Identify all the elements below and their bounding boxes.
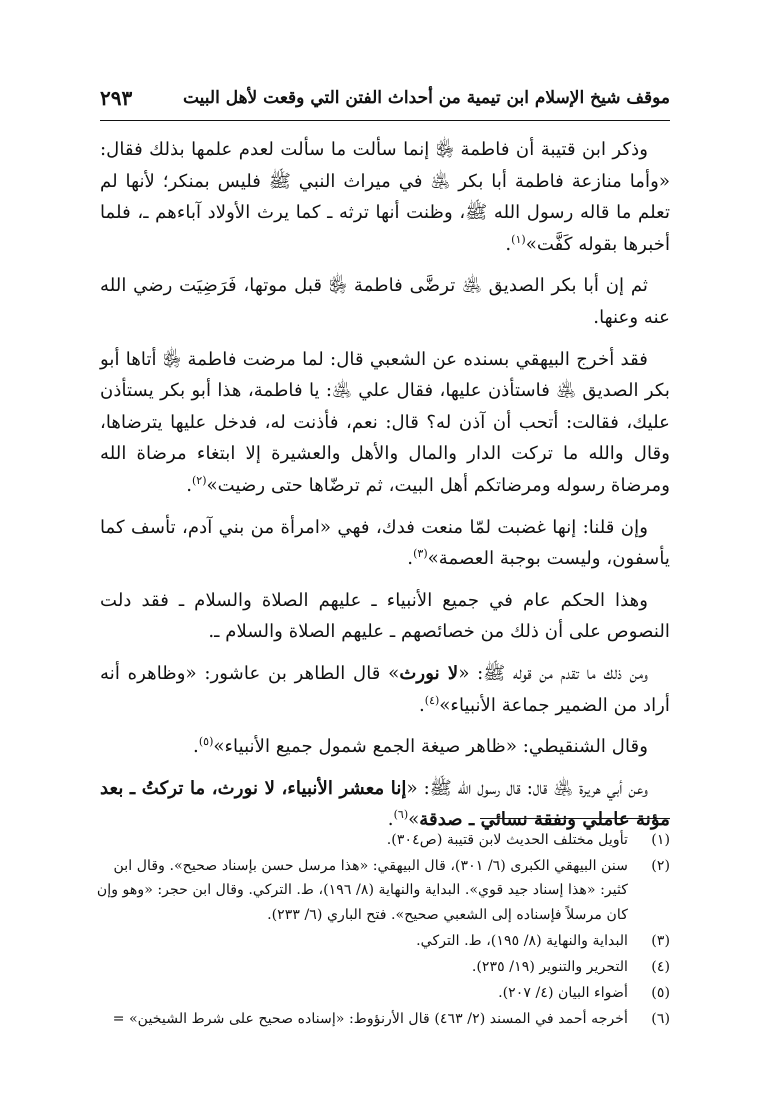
footnote-marker: (٤): [424, 693, 440, 707]
paragraph: [100, 658, 670, 721]
text-run: وهذا الحكم عام في جميع الأنبياء ـ عليهم الصلاة والسلام ـ فقد دلت النصوص على أن ذلك من خصائصهم ـ عليهم الصلاة والسلام ـ.: [100, 589, 670, 643]
paragraph: [100, 585, 670, 648]
footnote-number: (٦): [651, 1011, 670, 1028]
footnote-text: سنن البيهقي الكبرى (٦/ ٣٠١)، قال البيهقي: «هذا مرسل حسن بإسناد صحيح». وقال ابن كثير: «هذا إسناد جيد قوي». البداية والنهاية (٨/ ١٩٦)، ط. التركي. وقال ابن حجر: «وهو وإن كان مرسلاً فإسناده إلى الشعبي صحيح». فتح الباري (٦/ ٢٣٣).: [96, 858, 628, 923]
hadith-quote: إنا معشر الأنبياء، لا نورث، ما تركتُ ـ بعد مؤنة عاملي ونفقة نسائي ـ صدقة: [100, 777, 670, 831]
footnote: [92, 929, 670, 953]
paragraph: [100, 344, 670, 502]
footnote-marker: (٦): [393, 808, 409, 822]
text-run: .: [186, 474, 192, 496]
text-run: فقد أخرج البيهقي بسنده عن الشعبي قال: لما مرضت فاطمة ﵂ أتاها أبو بكر الصديق ﵁ فاستأذن عليها، فقال علي ﵁: يا فاطمة، هذا أبو بكر يستأذن عليك، فقالت: أتحب أن آذن له؟ قال: نعم، فأذنت له، فدخل عليها يترضاها، وقال والله ما تركت الدار والمال والأهل والعشيرة إلا ابتغاء مرضاة الله ومرضاة رسوله ومرضاتكم أهل البيت، ثم ترضّاها حتى رضيت»: [100, 348, 670, 496]
paragraph: [100, 134, 670, 260]
footnote-text: تأويل مختلف الحديث لابن قتيبة (ص٣٠٤).: [386, 832, 628, 848]
footnote-separator: [480, 818, 670, 819]
text-run: .: [505, 233, 512, 255]
text-run: ومن ذلك ما تقدم من قوله ﷺ: «: [458, 662, 648, 684]
footnote: [92, 955, 670, 979]
footnote-marker: (٥): [198, 735, 214, 749]
text-run: .: [418, 694, 425, 716]
text-run: وإن قلنا: إنها غضبت لمّا منعت فدك، فهي «امرأة من بني آدم، تأسف كما يأسفون، وليست بوجبة العصمة»: [100, 516, 670, 570]
text-run: وعن أبي هريرة ﵁ قال: قال رسول الله ﷺ: «: [406, 777, 648, 799]
text-run: .: [387, 809, 394, 831]
page-header: [100, 86, 670, 121]
text-run: ثم إن أبا بكر الصديق ﵁ ترضَّى فاطمة ﵂ قبل موتها، فَرَضِيَت رضي الله عنه وعنها.: [100, 275, 670, 328]
text-run: وقال الشنقيطي: «ظاهر صيغة الجمع شمول جميع الأنبياء»: [213, 736, 648, 758]
footnote-text: أضواء البيان (٤/ ٢٠٧).: [498, 985, 628, 1002]
footnote: [92, 981, 670, 1005]
text-run: وذكر ابن قتيبة أن فاطمة ﵂ إنما سألت ما سألت لعدم علمها بذلك فقال: «وأما منازعة فاطمة أبا بكر ﵁ في ميراث النبي ﷺ فليس بمنكر؛ لأنها لم تعلم ما قاله رسول الله ﷺ، وظنت أنها ترثه ـ كما يرث الأولاد آباءهم ـ، فلما أخبرها بقوله كَفَّت»: [100, 139, 670, 255]
footnote-text: التحرير والتنوير (١٩/ ٢٣٥).: [471, 959, 628, 976]
footnote: [92, 854, 670, 927]
text-run: .: [407, 548, 414, 570]
footnote-marker: (٣): [413, 547, 428, 561]
running-title: موقف شيخ الإسلام ابن تيمية من أحداث الفتن التي وقعت لأهل البيت: [182, 88, 670, 108]
footnote-marker: (١): [511, 232, 526, 246]
footnotes: [92, 828, 670, 1034]
footnote-text: أخرجه أحمد في المسند (٢/ ٤٦٣) قال الأرنؤوط: «إسناده صحيح على شرط الشيخين» =: [112, 1011, 628, 1028]
hadith-quote: لا نورث: [399, 662, 459, 684]
footnote-marker: (٢): [192, 473, 207, 487]
main-text: [100, 134, 670, 846]
footnote-text: البداية والنهاية (٨/ ١٩٥)، ط. التركي.: [416, 932, 628, 949]
text-run: .: [193, 736, 199, 758]
footnote-number: (٣): [651, 932, 670, 949]
footnote: [92, 828, 670, 852]
paragraph: [100, 512, 670, 575]
footnote-number: (٥): [651, 985, 670, 1002]
footnote-number: (١): [651, 832, 670, 848]
footnote-number: (٢): [651, 858, 670, 875]
footnote-number: (٤): [651, 959, 670, 976]
paragraph: [100, 731, 670, 763]
paragraph: [100, 773, 670, 836]
text-run: » قال الطاهر بن عاشور: «وظاهره أنه أراد من الضمير جماعة الأنبياء»: [100, 662, 670, 716]
page-number: ٢٩٣: [100, 86, 133, 110]
footnote: [92, 1007, 670, 1031]
text-run: »: [408, 809, 420, 831]
paragraph: [100, 270, 670, 333]
